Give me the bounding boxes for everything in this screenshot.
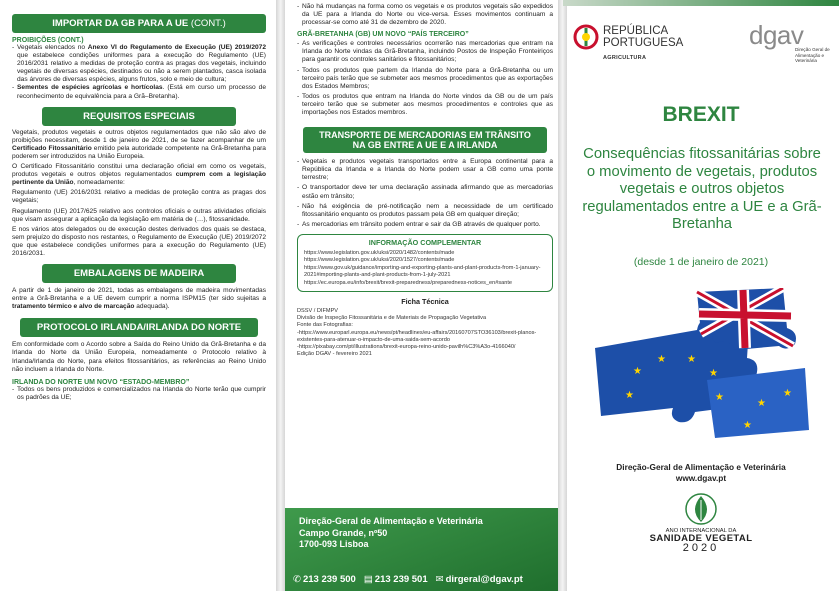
iyph-leaf-icon xyxy=(681,492,721,526)
svg-text:★: ★ xyxy=(709,368,718,379)
info-complementar-box xyxy=(297,234,553,292)
panel-cover xyxy=(563,0,839,591)
ficha-heading: Ficha Técnica xyxy=(401,296,449,306)
paragraph: Regulamento (UE) 2017/625 relativo aos controlos oficiais e outras atividades oficiais que visam assegurar a aplicação da legislação em matéria de (…), fitossanidade. xyxy=(12,207,266,223)
info-link[interactable]: https://www.legislation.gov.uk/uksi/2020/1527/contents/made xyxy=(304,257,455,264)
text: que estabelece condições uniformes para a execução do Regulamento (UE) 2016/2031 relativo a medidas de proteção contra as pragas dos vegetais, incluindo vegetais de diversas espécies, destinados ou não a serem plantados, casca isolada das árvores de diversas espécies, alguns frutos, solo e meio de cultura; xyxy=(17,52,266,84)
paragraph xyxy=(12,129,266,161)
ficha-line: Fonte das Fotografias: xyxy=(297,322,353,329)
info-heading: INFORMAÇÃO COMPLEMENTAR xyxy=(368,237,482,247)
paragraph xyxy=(12,287,266,311)
list-item: - Todos os bens produzidos e comercializados na Irlanda do Norte terão que cumprir os padrões da UE; xyxy=(12,386,266,402)
text: . (Está em curso um processo de reconhecimento de equivalência para a Grã–Bretanha). xyxy=(17,84,266,100)
dgav-logo-subtitle: Direção Geral de Alimentação e Veterinária xyxy=(795,47,830,63)
section-title-line: TRANSPORTE DE MERCADORIAS EM TRÂNSITO xyxy=(319,130,531,141)
iyph-year: 2020 xyxy=(682,542,720,554)
republica-line: REPÚBLICA xyxy=(603,25,669,37)
emphasis: Sementes de espécies agrícolas e hortícolas xyxy=(17,84,163,92)
page-title: BREXIT xyxy=(662,103,740,126)
svg-text:★: ★ xyxy=(743,420,752,431)
email-address: dirgeral@dgav.pt xyxy=(445,574,523,585)
phone-icon: ✆ xyxy=(293,574,301,585)
republica-wordmark xyxy=(603,25,683,49)
contact-block xyxy=(285,508,563,591)
svg-text:★: ★ xyxy=(625,390,634,401)
iyph-logo xyxy=(563,528,839,552)
section-title: IMPORTAR DA GB PARA A UE xyxy=(52,18,189,29)
ficha-line: DSSV / DIFMPV xyxy=(297,307,339,314)
list-item: - Não há exigência de pré-notificação nem a necessidade de um certificado fitossanitário enquanto os produtos passam pela GB em qualquer direção; xyxy=(297,203,553,219)
info-link[interactable]: https://www.legislation.gov.uk/uksi/2020/1482/contents/made xyxy=(304,249,455,256)
ficha-tecnica xyxy=(297,297,553,358)
panel-left xyxy=(0,0,276,591)
ficha-line: Edição DGAV - fevereiro 2021 xyxy=(297,351,372,358)
svg-text:★: ★ xyxy=(715,392,724,403)
paragraph xyxy=(12,163,266,187)
text: Vegetais, produtos vegetais e outros objetos regulamentados que não são alvo de proibições necessitam, desde 1 de janeiro de 2021, de se fazer acompanhar de um xyxy=(12,128,266,144)
ficha-line[interactable]: -https://pixabay.com/pt/illustrations/brexit-europa-reino-unido-pavilh%C3%A3o-4166040/ xyxy=(297,343,516,350)
date-subtitle: (desde 1 de janeiro de 2021) xyxy=(633,256,769,268)
svg-text:★: ★ xyxy=(687,354,696,365)
fold-divider xyxy=(276,0,285,591)
list-item: - As mercadorias em trânsito podem entrar e sair da GB através de qualquer porto. xyxy=(297,221,553,229)
dgav-website[interactable]: www.dgav.pt xyxy=(675,473,727,483)
panel-middle xyxy=(285,0,563,591)
eu-uk-puzzle-illustration xyxy=(587,288,827,448)
list-transporte xyxy=(297,158,553,229)
iyph-line: ANO INTERNACIONAL DA xyxy=(665,528,737,534)
portugal-emblem-icon xyxy=(573,24,599,50)
section-title-suffix: (CONT.) xyxy=(190,18,226,29)
contact-row xyxy=(293,574,557,585)
emphasis: tratamento térmico e alvo de marcação xyxy=(12,303,135,311)
section-header-protocolo: PROTOCOLO IRLANDA/IRLANDA DO NORTE xyxy=(20,318,258,337)
paragraph: Em conformidade com o Acordo sobre a Saída do Reino Unido da Grã-Bretanha e da Irlanda do Norte da União Europeia, nomeadamente o Protocolo relativo à Irlanda/Irlanda do Norte, para efeitos fitossanitários, as referências ao Reino Unido não incluem a Irlanda do Norte. xyxy=(12,341,266,373)
dgav-footer xyxy=(563,462,839,484)
dgav-logo: dgav xyxy=(749,20,804,50)
paragraph: Regulamento (UE) 2016/2031 relativo a medidas de proteção contra as pragas dos vegetais; xyxy=(12,189,266,205)
fax-number: 213 239 501 xyxy=(374,574,428,585)
section-header-requisitos: REQUISITOS ESPECIAIS xyxy=(42,107,236,126)
emphasis: Anexo VI do Regulamento de Execução (UE) 2019/2072 xyxy=(87,44,266,51)
paragraph: E nos vários atos delegados ou de execução destes derivados dos quais se destaca, sem prejuízo do disposto nos restantes, o Regulamento de Execução (UE) 2019/2072 que que estabelece condições uniformes para a execução do Regulamento (UE) 2016/2031. xyxy=(12,225,266,257)
list-item: - O transportador deve ter uma declaração assinada afirmando que as mercadorias estão em trânsito; xyxy=(297,184,553,200)
republica-line: PORTUGUESA xyxy=(603,37,684,49)
contact-street: Campo Grande, nº50 xyxy=(299,527,388,538)
svg-text:★: ★ xyxy=(657,354,666,365)
text: Vegetais elencados no xyxy=(17,44,88,51)
subheading-irlanda-norte: IRLANDA DO NORTE UM NOVO “ESTADO-MEMBRO” xyxy=(12,378,190,386)
text: adequada). xyxy=(134,303,170,311)
envelope-icon: ✉ xyxy=(435,574,444,585)
info-link[interactable]: https://www.gov.uk/guidance/importing-and-exporting-plants-and-plant-products-from-1-january-2021#importing-plants-and-plant-products-from-1-july-2021 xyxy=(304,264,541,279)
svg-text:★: ★ xyxy=(783,388,792,399)
subheading-gb: GRÃ-BRETANHA (GB) UM NOVO “PAÍS TERCEIRO” xyxy=(297,31,469,39)
text: A partir de 1 de janeiro de 2021, todas as embalagens de madeira movimentadas entre a Grã-Bretanha e a UE devem cumprir a norma ISPM15 (ter sido sujeitas a xyxy=(12,287,266,303)
section-header-embalagens: EMBALAGENS DE MADEIRA xyxy=(42,264,236,283)
list-item: - Todos os produtos que entram na Irlanda do Norte vindos da GB ou de um país terceiro terão que se submeter aos mesmos procedimentos e controles que as importações nos Estados membros. xyxy=(297,93,553,117)
list-item: - Não há mudanças na forma como os vegetais e os produtos vegetais são expedidos da UE para a Irlanda do Norte ou vice-versa. Esses movimentos continuam a processar-se como até 31 de dezembro de 2020. xyxy=(297,3,553,27)
svg-text:★: ★ xyxy=(757,398,766,409)
text: O Certificado Fitossanitário constitui uma declaração oficial em como os vegetais, produtos vegetais e outros objetos regulamentados xyxy=(12,163,266,179)
ficha-line: Divisão de Inspeção Fitossanitária e de Materiais de Propagação Vegetativa xyxy=(297,315,487,322)
fax-icon: ▤ xyxy=(363,574,373,585)
list-item xyxy=(12,84,266,100)
list-intro xyxy=(297,3,553,27)
emphasis: cumprem com a legislação pertinente da União xyxy=(12,171,266,187)
contact-org: Direção-Geral de Alimentação e Veterinária xyxy=(299,516,483,526)
document-title: Consequências fitossanitárias sobre o movimento de vegetais, produtos vegetais e outros objetos regulamentados entre a UE e a Grã-Bretanha xyxy=(582,146,822,232)
text: emitido pela autoridade competente na Grã-Bretanha para poderem ser introduzidos na União Europeia. xyxy=(12,144,266,160)
phone-number: 213 239 500 xyxy=(302,574,356,585)
section-title-line: NA GB ENTRE A UE E A IRLANDA xyxy=(352,140,498,151)
list-proibicoes xyxy=(12,44,266,101)
svg-text:★: ★ xyxy=(633,366,642,377)
list-irlanda-norte xyxy=(12,386,266,402)
phone-item[interactable] xyxy=(293,574,356,585)
fax-item[interactable] xyxy=(364,574,428,585)
email-item[interactable] xyxy=(436,574,523,585)
ministry-label: AGRICULTURA xyxy=(603,55,647,61)
top-accent-bar xyxy=(563,0,839,6)
list-item: - As verificações e controles necessários ocorrerão nas mercadorias que entram na Irlanda do Norte vindas da Grã-Bretanha, incluindo Postos de Inspeção Fronteiriços para garantir os controles sanitários e fitossanitários; xyxy=(297,40,553,64)
contact-city: 1700-093 Lisboa xyxy=(299,539,369,549)
dgav-name: Direção-Geral de Alimentação e Veterinária xyxy=(616,462,786,472)
iyph-line: SANIDADE VEGETAL xyxy=(649,533,753,544)
text: , nomeadamente: xyxy=(73,179,125,187)
list-gb xyxy=(297,40,553,117)
list-item: - Todos os produtos que partem da Irlanda do Norte para a Grã-Bretanha ou um terceiro país terão que se submeter aos mesmos procedimentos que as exportações dos Estados Membros; xyxy=(297,67,553,91)
list-item xyxy=(12,44,266,84)
info-link[interactable]: https://ec.europa.eu/info/brexit/brexit-preparedness/preparedness-notices_en#sante xyxy=(304,279,513,286)
emphasis: Certificado Fitossanitário xyxy=(12,144,92,152)
list-item: - Vegetais e produtos vegetais transportados entre a Europa continental para a República da Irlanda e a Irlanda do Norte podem usar a GB como uma ponte terrestre; xyxy=(297,158,553,182)
ficha-line[interactable]: -https://www.europarl.europa.eu/news/pt/headlines/eu-affairs/20160707STO36103/brexit-planos-existentes-para-atenuar-o-impacto-de-uma-saida-sem-acordo xyxy=(297,329,537,343)
section-header-transporte xyxy=(303,127,547,153)
section-header-importar xyxy=(12,14,266,33)
subheading-proibicoes: PROIBIÇÕES (CONT.) xyxy=(12,37,84,44)
